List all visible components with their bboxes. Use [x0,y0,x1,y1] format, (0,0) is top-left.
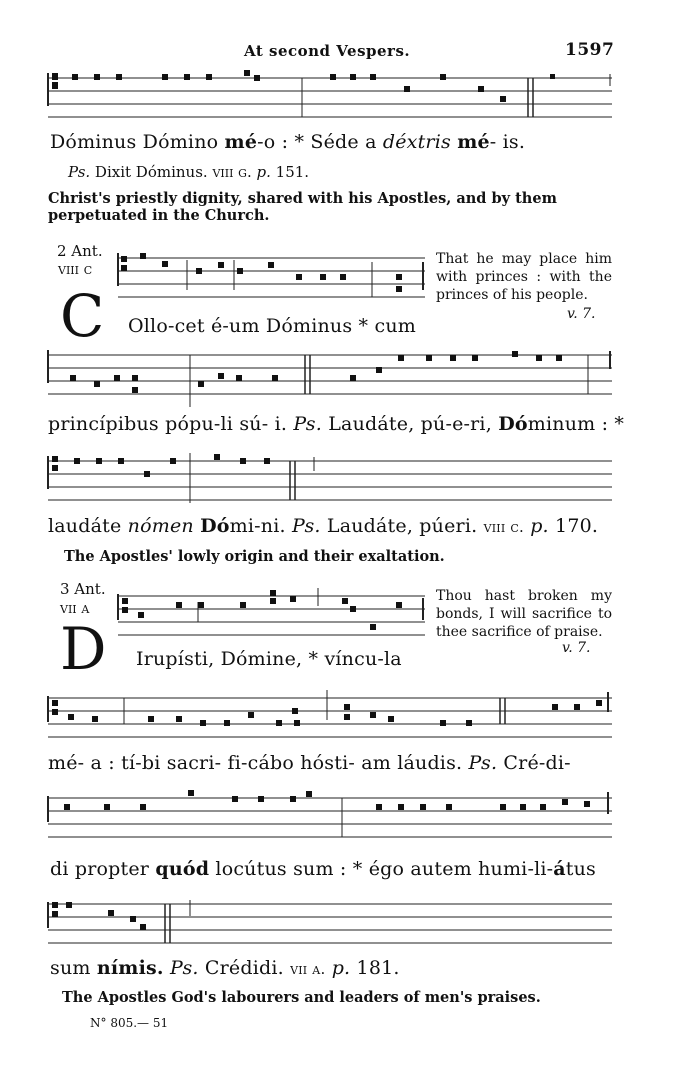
lyric-text: déxtris [382,131,451,153]
antiphon-2-translation: That he may place him with princes : with the princes of his people. [436,251,612,303]
lyric-text: Dó [200,515,230,537]
lyric-text: Laudáte, púeri. [320,515,484,537]
lyric-text: -o : * Séde a [257,131,383,153]
lyrics-line-6 [48,752,571,774]
antiphon-2-verse-ref: v. 7. [567,306,596,322]
section-heading-1: Christ's priestly dignity, shared with his Apostles, and by them perpetuated in the Church. [48,190,557,224]
lyric-text: p. [530,515,549,537]
music-staff-1 [0,70,685,130]
lyric-text: viii c. [483,518,524,536]
antiphon-3-label: 3 Ant. [60,580,106,598]
lyric-text: quód [155,858,210,880]
music-staff-4 [0,453,685,513]
psalm-incipit: Dixit Dóminus. [90,163,213,181]
lyric-text: Ps. [291,515,321,537]
page-number: 1597 [565,40,615,60]
section-heading-2: The Apostles' lowly origin and their exaltation. [64,548,445,565]
antiphon-2-label: 2 Ant. [57,242,103,260]
antiphon-2-lyrics: Ollo-cet é-um Dóminus * cum [128,315,416,337]
antiphon-3-verse-ref: v. 7. [562,640,591,656]
music-staff-6 [0,690,685,750]
music-staff-7 [0,790,685,850]
lyric-text: nómen [127,515,194,537]
lyric-text: mé [224,131,258,153]
lyric-text: vii a. [290,960,326,978]
page-ref: 151. [270,163,310,181]
lyric-text: Cré-di- [497,752,571,774]
antiphon-2-mode: viii c [58,260,93,278]
lyric-text: Ps. [169,957,199,979]
lyric-text: Crédidi. [198,957,291,979]
lyric-text: - is. [489,131,526,153]
lyric-text: di propter [50,858,156,880]
lyric-text: 181. [350,957,400,979]
lyrics-line-1 [50,131,525,153]
lyric-text: mé- a : tí-bi sacri- fi-cábo hósti- am láudis. [48,752,469,774]
lyric-text: Ps. [293,413,322,435]
initial-letter-c: C [60,282,105,350]
lyrics-line-7 [50,858,596,880]
lyric-text: Dóminus Dómino [50,131,225,153]
lyric-text: minum : * [527,413,625,435]
lyric-text: 170. [548,515,599,537]
lyric-text: sum [50,957,97,979]
lyric-text: princípibus pópu-li sú- i. [48,413,294,435]
lyric-text: nímis. [96,957,164,979]
psalm-abbrev: Ps. [68,163,91,181]
antiphon-3-translation: Thou hast broken my bonds, I will sacrifice to thee sacrifice of praise. [436,588,612,640]
music-staff-3 [0,347,685,407]
psalm-reference-1 [68,163,309,181]
lyric-text: laudáte [48,515,128,537]
printer-signature: N° 805.— 51 [90,1016,169,1030]
running-title: At second Vespers. [244,42,411,60]
section-heading-3: The Apostles God's labourers and leaders of men's praises. [62,989,541,1006]
lyric-text: locútus sum : * égo autem humi-li- [209,858,554,880]
lyrics-line-3 [48,413,624,435]
lyric-text: Laudáte, pú-e-ri, [322,413,499,435]
initial-letter-d: D [60,615,107,683]
lyrics-line-8 [50,957,400,979]
lyric-text: tus [565,858,597,880]
page-abbrev: p. [256,163,271,181]
psalm-tone: viii g. [212,163,252,181]
lyric-text: Ps. [468,752,498,774]
antiphon-3-lyrics: Irupísti, Dómine, * víncu-la [136,648,402,670]
antiphon-3-mode: vii a [60,599,90,617]
lyrics-line-4 [48,515,598,537]
lyric-text: mi-ni. [229,515,292,537]
lyric-text: p. [331,957,351,979]
music-staff-8 [0,898,685,958]
lyric-text: mé [457,131,490,153]
lyric-text: á [553,858,566,880]
lyric-text: Dó [498,413,528,435]
